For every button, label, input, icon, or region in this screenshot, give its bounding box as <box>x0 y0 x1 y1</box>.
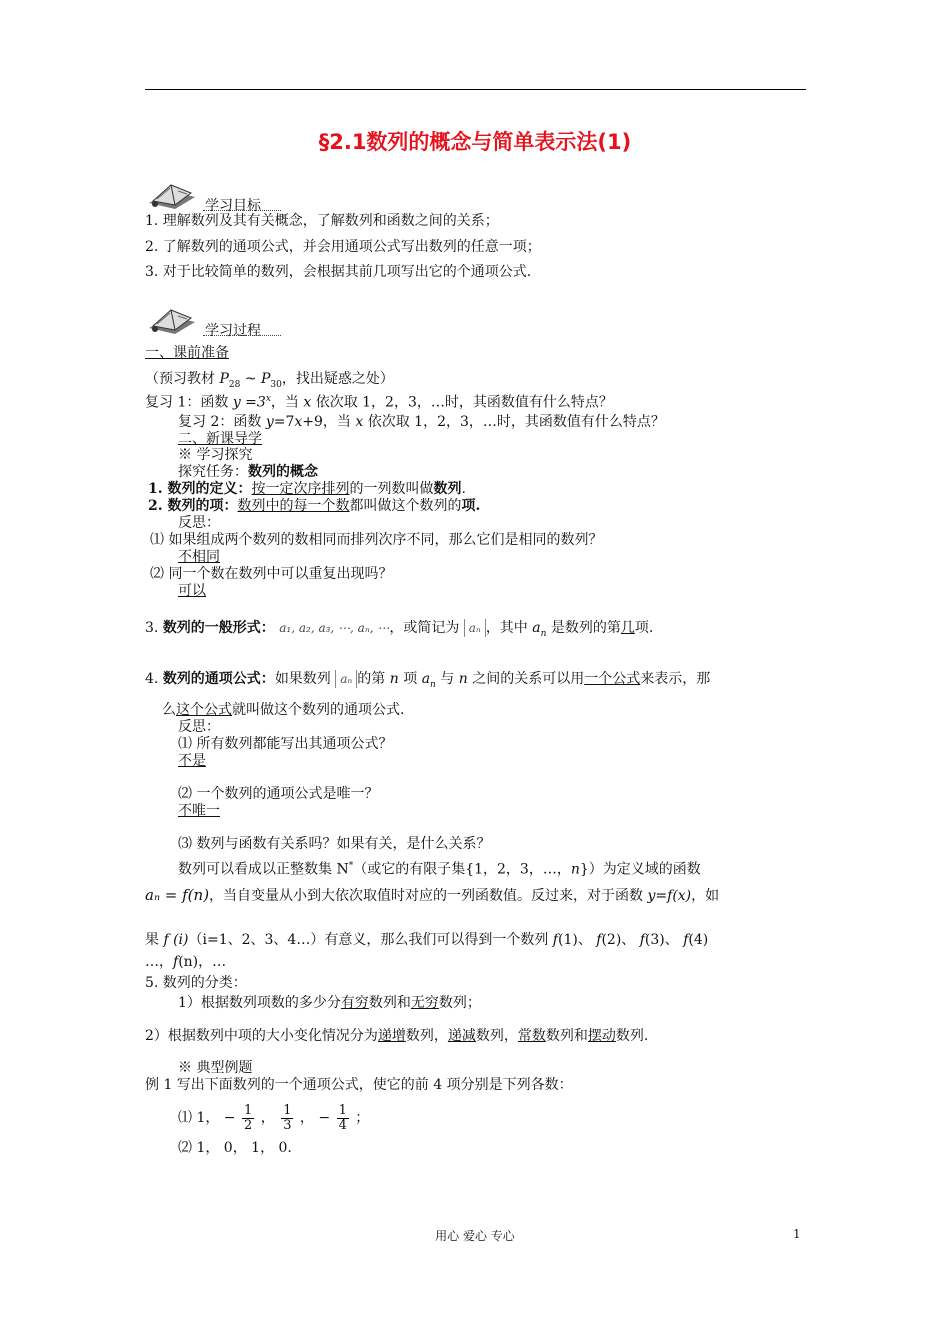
reflect-label-2: 反思： <box>178 719 220 735</box>
review-2: 复习 2：函数 y=7x+9，当 x 依次取 1，2，3，…时，其函数值有什么特点？ <box>178 414 665 430</box>
explore-heading: ※ 学习探究 <box>178 447 253 463</box>
example-1-part-2: ⑵ 1， 0， 1， 0. <box>178 1140 292 1156</box>
reflect-answer-3-line-2: aₙ = f(n)，当自变量从小到大依次取值时对应的一列函数值。反过来，对于函数 y=f(x)，如 <box>145 886 720 904</box>
fraction: $\frac{1}{3}$ <box>283 1102 292 1133</box>
classification-1: 1）根据数列项数的多少分有穷数列和无穷数列； <box>178 995 481 1011</box>
reflect-answer-1: 不是 <box>178 753 206 769</box>
reflect-answer-3-line-1: 数列可以看成以正整数集 N*（或它的有限子集{1，2，3，…，n}）为定义域的函数 <box>178 861 701 878</box>
reflect-answer-3-line-4: …，f(n)，… <box>145 954 227 970</box>
item-5-classification: 5. 数列的分类： <box>145 975 247 991</box>
reflect-question-2: ⑵ 一个数列的通项公式是唯一？ <box>178 786 379 802</box>
goal-2: 2. 了解数列的通项公式，并会用通项公式写出数列的任意一项； <box>145 239 541 255</box>
classification-2: 2）根据数列中项的大小变化情况分为递增数列，递减数列，常数数列和摆动数列. <box>145 1028 649 1044</box>
definition-sequence: 1. 数列的定义：按一定次序排列的一列数叫做数列. <box>148 481 466 497</box>
reflect-answer-2: 不唯一 <box>178 803 220 819</box>
section-header-process <box>145 302 305 342</box>
part-1-heading: 一、课前准备 <box>145 345 229 361</box>
section-header-goals <box>145 177 305 217</box>
definition-term: 2. 数列的项：数列中的每一个数都叫做这个数列的项. <box>148 498 481 514</box>
review-1: 复习 1：函数 $y =3^x$，当 x 依次取 1，2，3，…时，其函数值有什么特点？ <box>145 394 613 411</box>
page-title: §2.1数列的概念与简单表示法(1) <box>318 130 632 154</box>
item-4-continued: 么这个公式就叫做这个数列的通项公式. <box>162 702 405 718</box>
dotted-underline <box>203 210 281 211</box>
section-label: 学习目标 <box>205 198 261 214</box>
example-1-part-1: ⑴ 1， − $\frac{1}{2}$ ， $\frac{1}{3}$ ， − $\frac{1}{4}$ ； <box>178 1102 370 1133</box>
page-number: 1 <box>793 1227 801 1241</box>
book-icon <box>145 177 203 211</box>
item-4-general-term: 4. 数列的通项公式：如果数列 aₙ 的第 n 项 $a_n$ 与 n 之间的关系可以用一个公式来表示，那 <box>145 671 711 690</box>
preview-note: （预习教材 $P_{28}$ ~ $P_{30}$，找出疑惑之处） <box>145 371 394 390</box>
example-1-prompt: 例 1 写出下面数列的一个通项公式，使它的前 4 项分别是下列各数： <box>145 1077 573 1093</box>
dotted-underline <box>203 335 281 336</box>
question-1: ⑴ 如果组成两个数列的数相同而排列次序不同，那么它们是相同的数列？ <box>150 532 603 548</box>
book-icon <box>145 302 203 336</box>
reflect-label: 反思： <box>178 515 220 531</box>
fraction: $\frac{1}{2}$ <box>244 1102 253 1133</box>
item-3-general-form: 3. 数列的一般形式： a₁, a₂, a₃, ⋯, aₙ, ⋯，或简记为 aₙ ，其中 $a_n$ 是数列的第几项. <box>145 620 654 639</box>
header-rule <box>145 89 806 90</box>
goal-1: 1. 理解数列及其有关概念，了解数列和函数之间的关系； <box>145 213 499 229</box>
examples-heading: ※ 典型例题 <box>178 1060 253 1076</box>
answer-1: 不相同 <box>178 549 220 565</box>
page-footer: 用心 爱心 专心 <box>435 1229 515 1243</box>
section-label: 学习过程 <box>205 323 261 339</box>
explore-task: 探究任务：数列的概念 <box>178 464 318 480</box>
reflect-question-3: ⑶ 数列与函数有关系吗？如果有关，是什么关系？ <box>178 836 491 852</box>
reflect-question-1: ⑴ 所有数列都能写出其通项公式？ <box>178 736 393 752</box>
reflect-answer-3-line-3: 果 f (i)（i=1、2、3、4…）有意义，那么我们可以得到一个数列 f(1)、 f(2)、 f(3)、 f(4) <box>145 932 709 948</box>
question-2: ⑵ 同一个数在数列中可以重复出现吗？ <box>150 566 393 582</box>
fraction: $\frac{1}{4}$ <box>338 1102 347 1133</box>
part-2-heading: 二、新课导学 <box>178 431 262 447</box>
answer-2: 可以 <box>178 583 206 599</box>
goal-3: 3. 对于比较简单的数列，会根据其前几项写出它的个通项公式. <box>145 264 532 280</box>
